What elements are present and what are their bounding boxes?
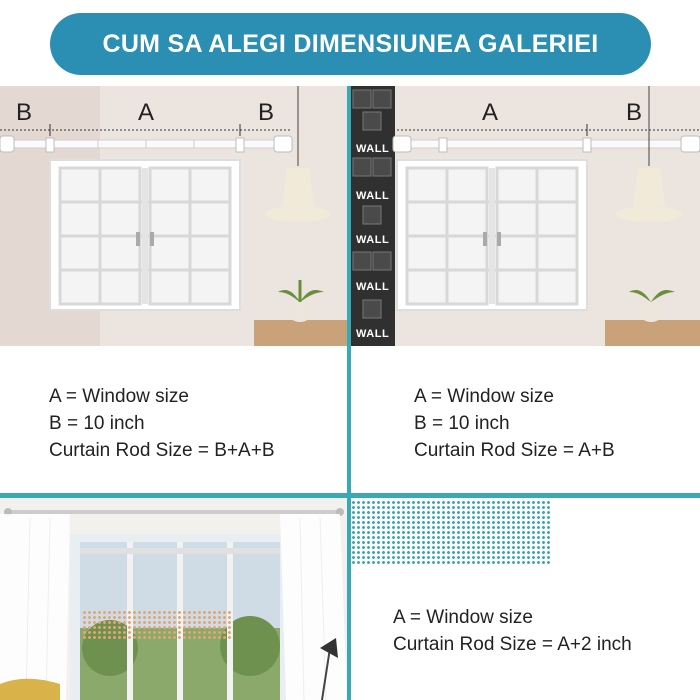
formula-line: A = Window size: [414, 386, 554, 407]
page-title: CUM SA ALEGI DIMENSIUNEA GALERIEI: [102, 29, 599, 58]
divider-vertical: [347, 86, 351, 496]
formula-line: Curtain Rod Size = A+2 inch: [393, 634, 632, 655]
wall-label: WALL: [356, 190, 390, 202]
formula-block-right: [414, 383, 615, 464]
formula-line: Curtain Rod Size = A+B: [414, 440, 615, 461]
formula-line: A = Window size: [393, 607, 533, 628]
decorative-dots-teal: [351, 500, 551, 566]
label-a: A: [482, 99, 499, 126]
title-banner: [50, 13, 651, 75]
formula-line: A = Window size: [49, 386, 189, 407]
wall-label: WALL: [356, 234, 390, 246]
label-b-left: B: [16, 99, 33, 126]
formula-block-bottom: [393, 604, 632, 658]
formula-line: B = 10 inch: [49, 413, 145, 434]
label-b: B: [626, 99, 643, 126]
wall-label: WALL: [356, 328, 390, 340]
formula-line: Curtain Rod Size = B+A+B: [49, 440, 275, 461]
scene-bottom: [0, 498, 347, 700]
wall-label: WALL: [356, 143, 390, 155]
decorative-dots-orange: [82, 610, 232, 640]
formula-block-left: [49, 383, 275, 464]
label-a: A: [138, 99, 155, 126]
label-b-right: B: [258, 99, 275, 126]
scene-left: [0, 86, 347, 346]
room-illustration-left: [0, 86, 347, 346]
wall-label: WALL: [356, 281, 390, 293]
curtain-window-illustration: [0, 498, 347, 700]
scene-right: [351, 86, 700, 346]
room-illustration-right: [351, 86, 700, 346]
formula-line: B = 10 inch: [414, 413, 510, 434]
